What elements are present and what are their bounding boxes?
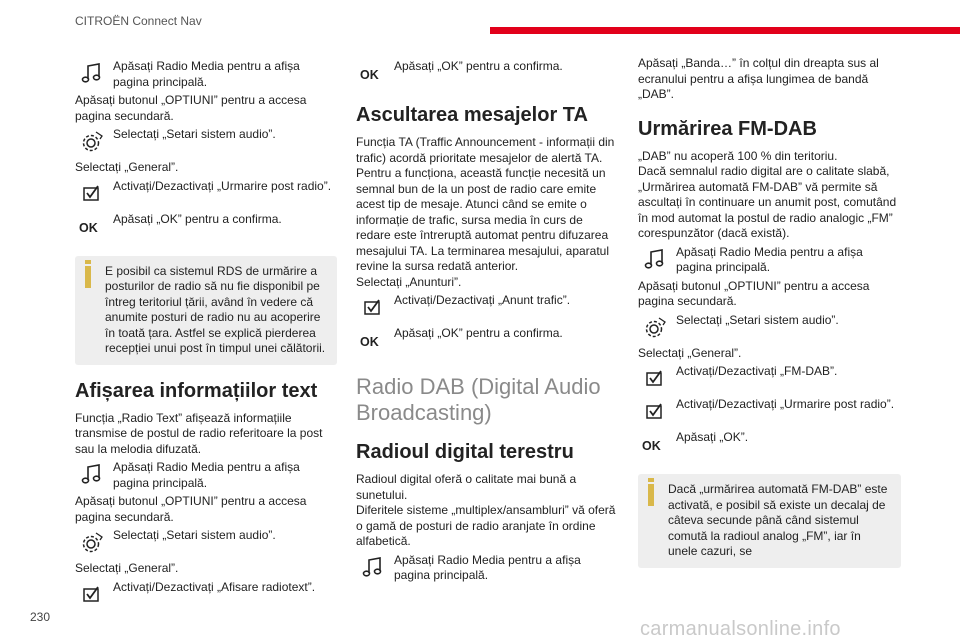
section-heading: Afișarea informațiilor text [75,379,318,402]
step-checkbox [75,580,337,610]
ok-icon: OK [79,220,98,235]
paragraph: Funcția „Radio Text” afișează informațiile transmise de postul de radio referitoare la post sau la melodia difuzată. [75,410,323,456]
paragraph: Apăsați butonul „OPTIUNI” pentru a accesa pagina secundară. [75,93,307,123]
paragraph: Funcția TA (Traffic Announcement - informații din trafic) acordă prioritate mesajelor de alertă TA. Pentru a funcționa, această funcție necesită un semnal bun de la un post de radio care emite acest tip de mesaje. Atunci când se emite o informație de trafic, sursa media în curs de redare este întreruptă automat pentru difuzarea mesajului TA. La terminarea mesajului, aparatul revine la sursa redată anterior. [356,135,615,273]
step-text: Activați/Dezactivați „Urmarire post radio”. [676,397,895,411]
step-text: Apăsați Radio Media pentru a afișa pagina principală. [394,552,581,582]
checkbox-icon [79,181,105,205]
chapter-heading: Radio DAB (Digital Audio Broadcasting) [356,374,601,425]
paragraph: Apăsați butonul „OPTIUNI” pentru a accesa pagina secundară. [638,278,870,308]
checkbox-icon [360,295,386,319]
paragraph: Selectați „General”. [75,160,179,174]
paragraph: Apăsați butonul „OPTIUNI” pentru a accesa pagina secundară. [75,494,307,524]
page-number: 230 [30,610,51,624]
step-ok [638,430,901,460]
column-1 [75,56,337,613]
step-checkbox [638,397,901,427]
step-checkbox [638,364,901,394]
step-ok [356,326,619,356]
music-note-icon [79,61,105,85]
info-note [75,256,337,365]
step-text: Activați/Dezactivați „Anunt trafic”. [394,293,571,307]
paragraph: Radioul digital oferă o calitate mai bună a sunetului. [356,472,577,502]
paragraph: Selectați „General”. [638,345,742,360]
step-ok [75,212,337,242]
ok-icon: OK [642,439,661,453]
paragraph: Apăsați „Banda…” în colțul din dreapta sus al ecranului pentru a afișa lungimea de bandă „DAB”. [638,56,879,101]
paragraph: „DAB” nu acoperă 100 % din teritoriu. [638,148,838,163]
column-3 [638,56,901,582]
paragraph: Selectați „Anunturi”. [356,274,462,289]
watermark: carmanualsonline.info [640,618,841,640]
note-text: Dacă „urmărirea automată FM-DAB” este activată, e posibil să existe un decalaj de câteva secunde până când sistemul comută la radioul analog „FM”, iar în unele cazuri, se [668,482,888,558]
step-text: Apăsați „OK”. [676,430,749,444]
settings-gear-icon [642,315,668,339]
step-text: Selectați „Setari sistem audio”. [113,528,276,542]
section-heading: Urmărirea FM-DAB [638,117,817,140]
section-heading: Ascultarea mesajelor TA [356,104,588,126]
step-text: Apăsați Radio Media pentru a afișa pagina principală. [113,59,300,89]
checkbox-icon [642,366,668,390]
paragraph: Diferitele sisteme „multiplex/ansambluri” vă oferă o gamă de posturi de radio aranjate în ordine alfabetică. [356,503,616,548]
step-radio-media [638,245,901,276]
step-text: Selectați „Setari sistem audio”. [113,127,276,141]
info-note [638,474,901,568]
step-ok [356,59,619,89]
info-icon [85,266,91,288]
step-text: Apăsați Radio Media pentru a afișa pagina principală. [113,460,300,490]
info-icon [648,484,654,506]
step-settings [75,127,337,157]
checkbox-icon [79,582,105,606]
paragraph: Dacă semnalul radio digital are o calitate slabă, „Urmărirea automată FM-DAB” vă permite să ascultați în continuare un anumit post, comutând în mod automat la postul de radio analogic „FM” corespunzător (dacă există). [638,164,897,240]
step-text: Apăsați „OK” pentru a confirma. [394,326,563,340]
step-text: Activați/Dezactivați „Urmarire post radio”. [113,178,332,193]
music-note-icon [642,247,668,271]
paragraph: Selectați „General”. [75,561,179,575]
column-2 [356,56,619,587]
header-title: CITROËN Connect Nav [75,14,202,28]
settings-gear-icon [79,530,105,554]
step-radio-media [75,460,337,491]
note-text: E posibil ca sistemul RDS de urmărire a posturilor de radio să nu fie disponibil pe întreg teritoriul țării, având în vedere că anumite posturi de radio nu au acoperire în toată țara. Astfel se explică pierderea recepției unui post în timpul unei călătorii. [105,263,326,355]
ok-icon: OK [360,335,379,349]
ok-icon: OK [360,68,379,82]
step-text: Activați/Dezactivați „Afisare radiotext”. [113,579,316,594]
step-text: Activați/Dezactivați „FM-DAB”. [676,364,838,378]
step-settings [75,528,337,558]
header-accent-bar [490,27,960,34]
step-settings [638,313,901,343]
step-radio-media [75,59,337,90]
settings-gear-icon [79,129,105,153]
step-checkbox [356,293,619,323]
step-text: Apăsați „OK” pentru a confirma. [113,211,282,226]
music-note-icon [360,555,386,579]
step-text: Selectați „Setari sistem audio”. [676,312,839,327]
step-radio-media [356,553,619,584]
music-note-icon [79,462,105,486]
step-checkbox [75,179,337,209]
step-text: Apăsați Radio Media pentru a afișa pagina principală. [676,244,863,274]
checkbox-icon [642,399,668,423]
step-text: Apăsați „OK” pentru a confirma. [394,59,563,73]
section-heading: Radioul digital terestru [356,441,574,463]
